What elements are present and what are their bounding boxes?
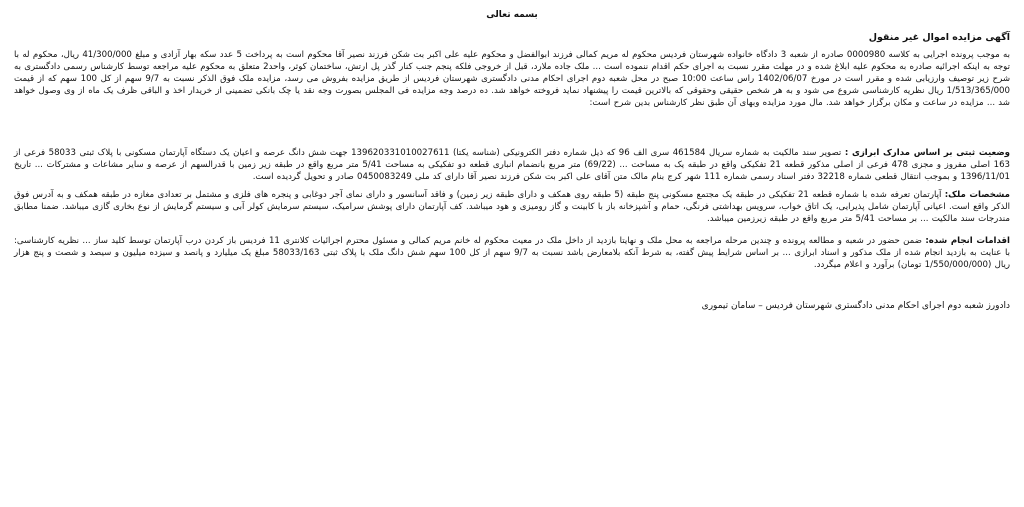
intro-paragraph: به موجب پرونده اجرایی به کلاسه 0000980 صادره از شعبه 3 دادگاه خانواده شهرستان فردیس محکوم له مریم کمالی فرزند ابوالفضل و محکوم علیه علی اکبر بت شکن فرزند نصیر آقا محکوم است به پرداخت 5 عدد سکه بهار آزادی و مبلغ 41/300/000 ریال، محکوم له با توجه به اینکه اجرائیه صادره به محکوم علیه ابلاغ شده و در مهلت مقرر نسبت به اجرای حکم اقدام ننموده است ... ملک جاده ملارد، قبل از خروجی فلکه پنجم جنب کنار گذر پل ارتش، ساختمان کوثر، واحد2 متعلق به محکوم علیه مراجعه توسط کارشناس رسمی دادگستری به شرح زیر توصیف وارزیابی شده و مقرر است در مورخ 1402/06/07 راس ساعت 10:00 صبح در محل شعبه دوم اجرای احکام مدنی دادگستری شهرستان فردیس از طریق مزایده بفروش می رسد، مزایده ملک فوق الذکر نسبت به 9/7 سهم از کل 100 سهم که از قیمت 1/513/365/000 ریال نظریه کارشناسی شروع می شود و به هر شخص حقیقی وحقوقی که بالاترین قیمت را پیشنهاد نماید فروخته خواهد شد. ده درصد وجه مزایده فی المجلس بصورت وجه نقد یا چک بانکی تضمینی از خریدار اخذ و الباقی ظرف یک ماه از وی وصول خواهد شد ... مزایده در ساعت و مکان برگزار خواهد شد. مال مورد مزایده وبهای آن طبق نظر کارشناس بدین شرح است: [14, 50, 1011, 108]
bismillah-heading: بسمه تعالی [486, 10, 538, 20]
property-spec-text: آپارتمان تعرفه شده با شماره قطعه 21 تفکیکی در طبقه یک مجتمع مسکونی پنج طبقه (5 طبقه روی همکف و دارای طبقه زیر زمین) و فاقد آسانسور و دارای نمای آجر دوغابی و پنجره های فلزی و مشتمل بر تعدادی مغازه در طبقه همکف و به آدرس فوق الذکر واقع است. اعیانی آپارتمان شامل پذیرایی، یک اتاق خواب، سرویس بهداشتی فرنگی، حمام و آشپزخانه باز با کابینت و گاز رومیزی و هود میباشد. کف آپارتمان دارای پوشش سرامیک، سیستم سرمایش کولر آبی و سیستم گرمایش از نوع بخاری گازی میباشد. ضمنا مطابق مندرجات سند مالکیت ... بر مساحت 5/41 متر مربع واقع در طبقه زیرزمین میباشد. [14, 190, 1010, 224]
registration-text: تصویر سند مالکیت به شماره سریال 461584 سری الف 96 که ذیل شماره دفتر الکترونیکی (شناسه یکتا) 139620331010027611 جهت شش دانگ عرصه و اعیان یک دستگاه آپارتمان مسکونی با پلاک ثبتی 58033 فرعی از 163 اصلی مفروز و مجزی 478 فرعی از اصلی مذکور قطعه 21 تفکیکی واقع در طبقه یک به مساحت ... (69/22) متر مربع بانضمام انباری قطعه دو تفکیکی به مساحت 5/41 متر مربع واقع در طبقه زیر زمین با قدرالسهم از عرصه و سایر مشاعات و مشترکات ... تاریخ 1396/11/01 و بموجب انتقال قطعی شماره 32218 دفتر اسناد رسمی شماره 111 شهر کرج بنام مالک متن آقای علی اکبر بت شکن فرزند نصیر آقا دارای کد ملی 0450083249 صادر و تحویل گردیده است. [14, 148, 1011, 182]
notice-title: آگهی مزایده اموال غیر منقول [868, 32, 1010, 43]
actions-paragraph [14, 235, 1010, 271]
actions-label: اقدامات انجام شده: [925, 236, 1011, 246]
property-spec-paragraph [14, 189, 1010, 225]
signature-line: دادورز شعبه دوم اجرای احکام مدنی دادگستری شهرستان فردیس – سامان تیموری [701, 301, 1010, 311]
property-spec-label: مشخصات ملک: [944, 190, 1010, 200]
actions-text: ضمن حضور در شعبه و مطالعه پرونده و چندین مرحله مراجعه به محل ملک و نهایتا بازدید از داخل ملک در معیت محکوم له خانم مریم کمالی و مسئول محترم اجرائیات کلانتری 11 فردیس باز کردن درب آپارتمان توسط کلید ساز ... نظریه کارشناسی: با عنایت به بازدید انجام شده از ملک مذکور و اسناد ابرازی ... بر اساس شرایط پیش گفته، به شرط آنکه بلامعارض باشد نسبت به 9/7 سهم از کل 100 سهم شش دانگ ملک با پلاک ثبتی 58033/163 مبلغ یک میلیارد و پانصد و سیزده میلیون و سیصد و شصت و پنج هزار ریال (1/550/000/000 تومان) برآورد و اعلام میگردد. [14, 236, 1010, 270]
registration-paragraph [14, 147, 1010, 183]
registration-label: وضعیت ثبتی بر اساس مدارک ابرازی : [844, 148, 1010, 158]
